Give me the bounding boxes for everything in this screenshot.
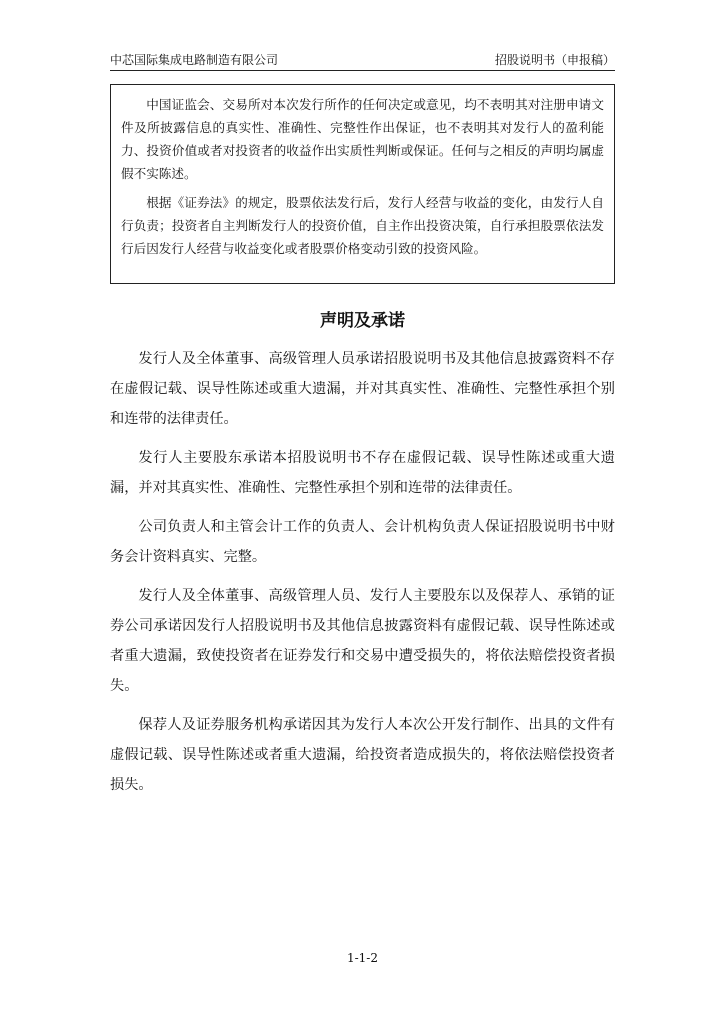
notice-paragraph: 中国证监会、交易所对本次发行所作的任何决定或意见，均不表明其对注册申请文件及所披露信息的真实性、准确性、完整性作出保证，也不表明其对发行人的盈利能力、投资价值或者对投资者的收益作出实质性判断或保证。任何与之相反的声明均属虚假不实陈述。 [121,97,604,181]
declaration-paragraph: 发行人及全体董事、高级管理人员承诺招股说明书及其他信息披露资料不存在虚假记载、误导性陈述或重大遗漏，并对其真实性、准确性、完整性承担个别和连带的法律责任。 [110,351,615,427]
declaration-paragraph: 保荐人及证券服务机构承诺因其为发行人本次公开发行制作、出具的文件有虚假记载、误导性陈述或者重大遗漏，给投资者造成损失的，将依法赔偿投资者损失。 [110,717,615,793]
declaration-paragraph: 发行人主要股东承诺本招股说明书不存在虚假记载、误导性陈述或重大遗漏，并对其真实性、准确性、完整性承担个别和连带的法律责任。 [110,450,615,496]
declaration-body [110,344,615,809]
section-title: 声明及承诺 [320,311,405,331]
declaration-paragraph: 公司负责人和主管会计工作的负责人、会计机构负责人保证招股说明书中财务会计资料真实、完整。 [110,519,615,565]
header-company-name: 中芯国际集成电路制造有限公司 [110,53,279,67]
page-number: 1-1-2 [346,951,378,965]
regulatory-notice-box [110,84,615,284]
declaration-paragraph: 发行人及全体董事、高级管理人员、发行人主要股东以及保荐人、承销的证券公司承诺因发行人招股说明书及其他信息披露资料有虚假记载、误导性陈述或者重大遗漏，致使投资者在证券发行和交易中遭受损失的，将依法赔偿投资者损失。 [110,588,615,694]
header-document-title: 招股说明书（申报稿） [494,53,615,67]
page-header [110,52,615,71]
notice-paragraph: 根据《证券法》的规定，股票依法发行后，发行人经营与收益的变化，由发行人自行负责；投资者自主判断发行人的投资价值，自主作出投资决策，自行承担股票依法发行后因发行人经营与收益变化或者股票价格变动引致的投资风险。 [121,195,604,256]
